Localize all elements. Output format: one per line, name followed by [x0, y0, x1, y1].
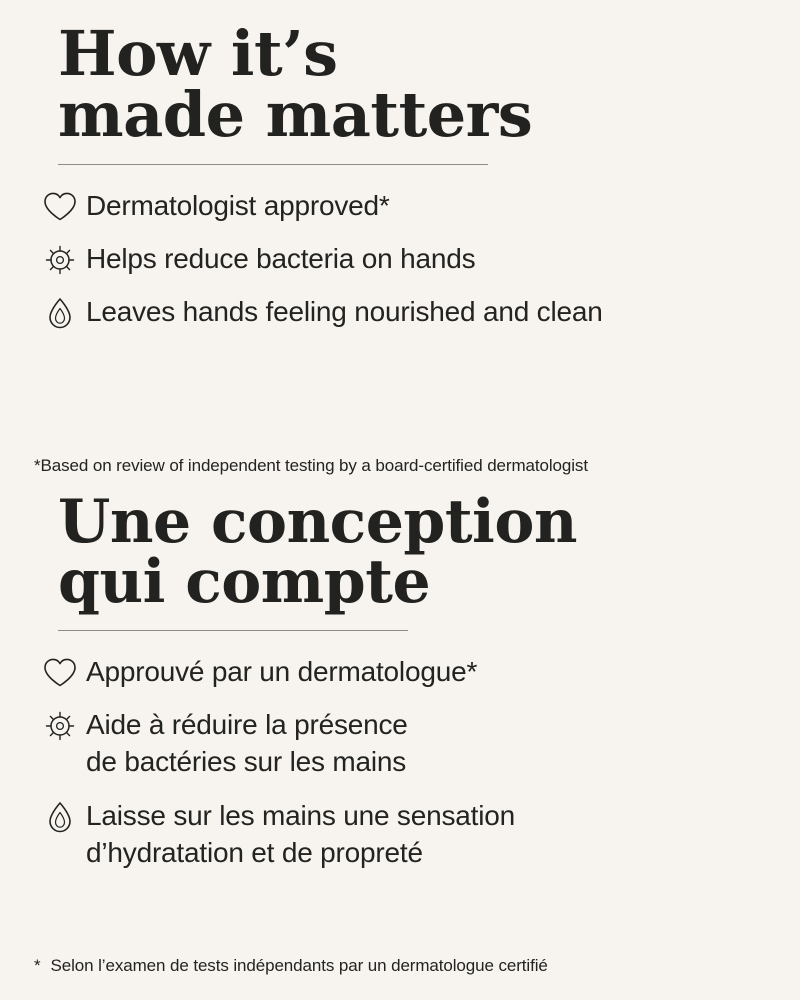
droplet-icon	[34, 797, 86, 835]
section-french	[34, 487, 766, 879]
divider-english	[58, 164, 488, 165]
list-item-label	[86, 240, 475, 277]
benefit-list-english	[34, 179, 766, 333]
list-item-line-1: Dermatologist approved*	[86, 189, 390, 221]
germ-icon	[34, 706, 86, 742]
divider-french	[58, 630, 408, 631]
list-item-label	[86, 293, 603, 330]
list-item-line-1: Aide à réduire la présence	[86, 709, 408, 741]
heart-icon	[34, 187, 86, 222]
list-item-line-1: Approuvé par un dermatologue*	[86, 656, 478, 687]
footnote-text: Selon l’examen de tests indépendants par un dermatologue certifié	[50, 956, 548, 975]
footnote-star: *	[34, 956, 41, 975]
list-item	[34, 179, 766, 226]
list-item	[34, 698, 766, 782]
list-item-label	[86, 187, 390, 224]
headline-line-2: qui compte	[58, 547, 431, 617]
list-item-line-1: Helps reduce bacteria on hands	[86, 242, 476, 274]
germ-icon	[34, 240, 86, 276]
list-item-label	[86, 653, 477, 690]
footnote-french	[34, 956, 548, 976]
list-item	[34, 232, 766, 279]
headline-line-2: made matters	[58, 77, 533, 151]
list-item	[34, 789, 766, 873]
benefit-list-french	[34, 645, 766, 873]
list-item	[34, 285, 766, 333]
page-title-english	[58, 17, 766, 151]
list-item-line-1: Leaves hands feeling nourished and clean	[86, 295, 603, 327]
footnote-english: *Based on review of independent testing by a board-certified dermatologist	[34, 456, 588, 475]
headline-line-1: Une conception	[58, 487, 577, 557]
list-item-label	[86, 706, 408, 780]
droplet-icon	[34, 293, 86, 331]
section-english	[34, 17, 766, 339]
page-title-french	[58, 487, 766, 617]
heart-icon	[34, 653, 86, 688]
list-item-line-1: Laisse sur les mains une sensation	[86, 799, 515, 831]
list-item-line-2: d’hydratation et de propreté	[86, 836, 423, 868]
list-item-line-2: de bactéries sur les mains	[86, 746, 407, 778]
list-item-label	[86, 797, 515, 871]
list-item	[34, 645, 766, 692]
headline-line-1: How it’s	[58, 17, 338, 90]
